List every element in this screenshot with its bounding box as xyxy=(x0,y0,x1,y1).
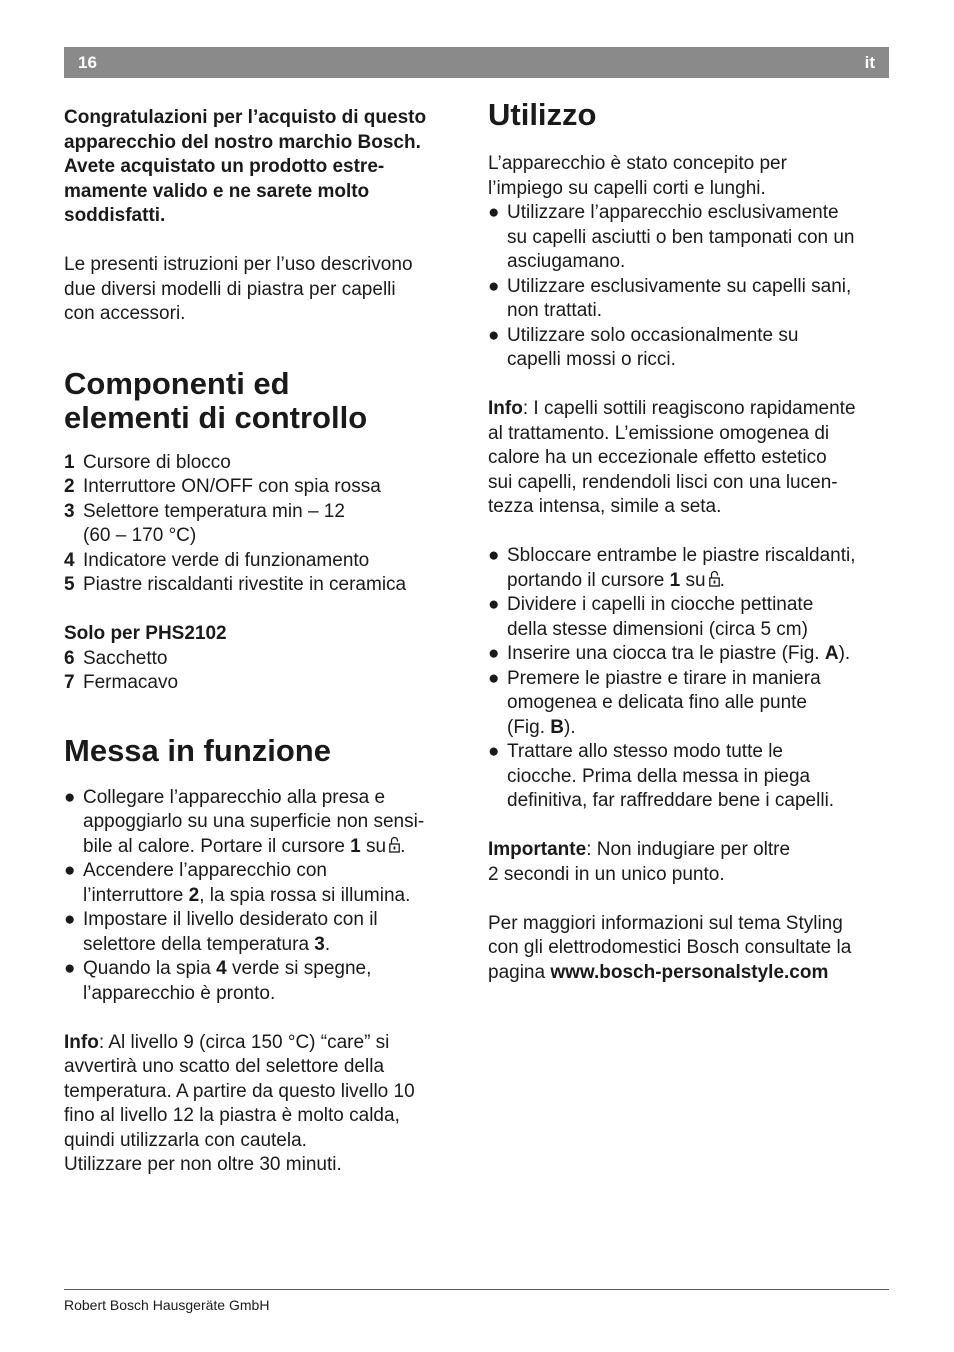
list-item: ● Utilizzare l’apparecchio esclusivamente su capelli asciutti o ben tamponati con un asciugamano. xyxy=(488,202,855,272)
important-note: Importante: Non indugiare per oltre 2 secondi in un unico punto. xyxy=(488,839,791,885)
footer-company: Robert Bosch Hausgeräte GmbH xyxy=(64,1297,270,1313)
usage-list xyxy=(488,201,890,373)
unlock-icon xyxy=(389,836,400,853)
info-note-left: Info: Al livello 9 (circa 150 °C) “care” si avvertirà uno scatto del selettore della temperatura. A partire da questo livello 10 fino al livello 12 la piastra è molto calda, quindi utilizzarla con cautela. Utilizzare per non oltre 30 minuti. xyxy=(64,1031,415,1175)
description-paragraph: Le presenti istruzioni per l’uso descrivono due diversi modelli di piastra per capelli con accessori. xyxy=(64,254,413,324)
heading-setup: Messa in funzione xyxy=(64,732,331,768)
heading-components: Componenti ed elementi di controllo xyxy=(64,365,368,435)
list-item: 4 Indicatore verde di funzionamento xyxy=(64,549,370,571)
list-item: ● Inserire una ciocca tra le piastre (Fig. A). xyxy=(488,643,851,664)
list-item: ● Quando la spia 4 verde si spegne, l’apparecchio è pronto. xyxy=(64,958,372,1004)
list-item: 6 Sacchetto xyxy=(64,647,168,669)
list-item: 3 Selettore temperatura min – 12 (60 – 170 °C) xyxy=(64,500,345,546)
more-info-paragraph: Per maggiori informazioni sul tema Styling con gli elettrodomestici Bosch consultate la pagina www.bosch-personalstyle.com xyxy=(488,912,852,983)
website-link[interactable]: www.bosch-personalstyle.com xyxy=(550,961,829,983)
list-item: 2 Interruttore ON/OFF con spia rossa xyxy=(64,476,381,497)
accessories-list xyxy=(64,647,464,696)
subheading-only-for: Solo per PHS2102 xyxy=(64,623,227,644)
list-item: ● Utilizzare solo occasionalmente su capelli mossi o ricci. xyxy=(488,324,799,370)
setup-steps xyxy=(64,786,464,1007)
right-column xyxy=(488,97,890,985)
page-number: 16 xyxy=(78,53,97,72)
list-item: ● Sbloccare entrambe le piastre riscaldanti, portando il cursore 1 su . xyxy=(488,545,856,591)
heading-usage: Utilizzo xyxy=(488,97,597,132)
components-list xyxy=(64,451,464,598)
list-item: ● Accendere l’apparecchio con l’interruttore 2, la spia rossa si illumina. xyxy=(64,860,411,906)
info-note-right: Info: I capelli sottili reagiscono rapidamente al trattamento. L’emissione omogenea di calore ha un eccezionale effetto estetico sui capelli, rendendoli lisci con una lucen- tezza intensa, simile a seta. xyxy=(488,398,856,517)
list-item: 1 Cursore di blocco xyxy=(64,451,231,473)
list-item: 7 Fermacavo xyxy=(64,672,179,693)
unlock-icon xyxy=(709,570,720,587)
intro-paragraph: Congratulazioni per l’acquisto di questo apparecchio del nostro marchio Bosch. Avete acquistato un prodotto estre- mamente valido e ne sarete molto soddisfatti. xyxy=(64,107,427,226)
language-code: it xyxy=(864,53,875,72)
list-item: ● Dividere i capelli in ciocche pettinate della stesse dimensioni (circa 5 cm) xyxy=(488,594,814,640)
list-item: ● Trattare allo stesso modo tutte le ciocche. Prima della messa in piega definitiva, far raffreddare bene i capelli. xyxy=(488,741,835,811)
left-column xyxy=(64,100,464,1178)
usage-steps xyxy=(488,544,890,814)
list-item: 5 Piastre riscaldanti rivestite in ceramica xyxy=(64,574,407,595)
list-item: ● Collegare l’apparecchio alla presa e appoggiarlo su una superficie non sensi- bile al calore. Portare il cursore 1 su . xyxy=(64,786,425,857)
page-header-bar xyxy=(64,47,889,78)
usage-intro: L’apparecchio è stato concepito per l’impiego su capelli corti e lunghi. xyxy=(488,153,787,199)
list-item: ● Impostare il livello desiderato con il selettore della temperatura 3. xyxy=(64,909,378,955)
list-item: ● Utilizzare esclusivamente su capelli sani, non trattati. xyxy=(488,275,852,321)
footer-divider xyxy=(64,1289,889,1290)
list-item: ● Premere le piastre e tirare in maniera omogenea e delicata fino alle punte (Fig. B). xyxy=(488,667,821,738)
